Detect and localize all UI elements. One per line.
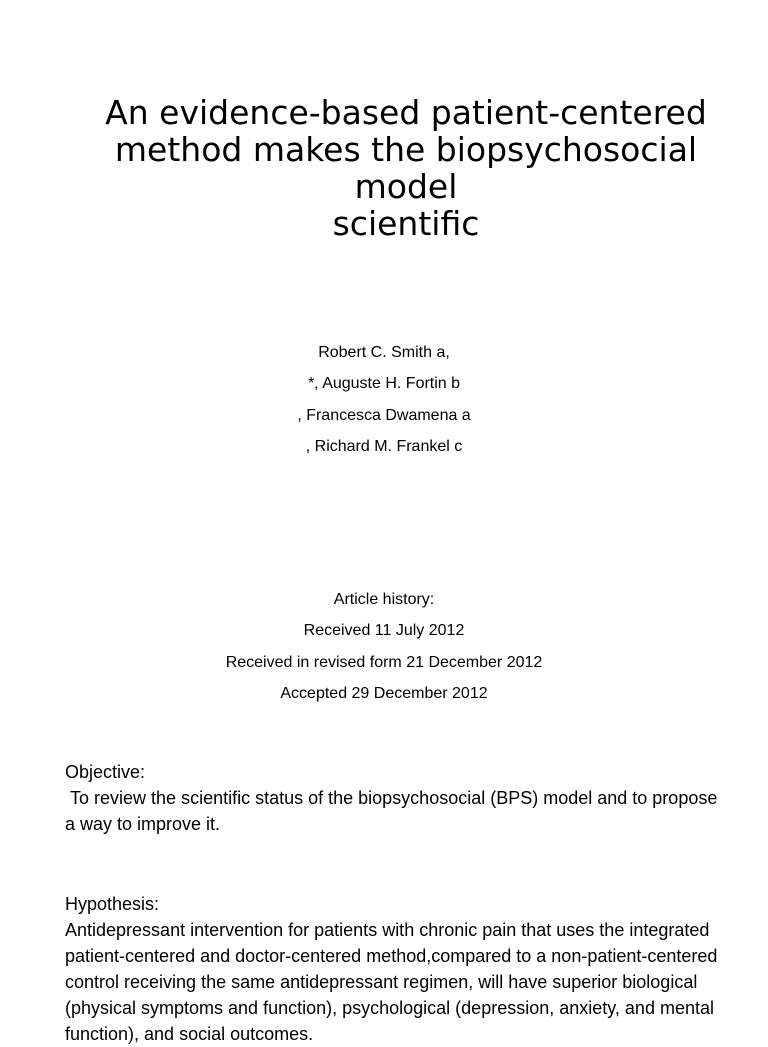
objective-section: [65, 759, 725, 837]
objective-heading: Objective:: [65, 762, 146, 782]
author-name: , Francesca Dwamena a: [297, 406, 471, 424]
revised-date: Received in revised form 21 December 2012: [225, 653, 543, 671]
received-date: Received 11 July 2012: [303, 622, 465, 640]
accepted-date: Accepted 29 December 2012: [280, 684, 488, 702]
title-line: scientific: [332, 204, 480, 243]
history-heading: Article history:: [333, 591, 435, 608]
title-line: An evidence-based patient-centered: [105, 93, 707, 132]
author-list: [0, 342, 768, 467]
document-title: [40, 94, 768, 242]
author-name: , Richard M. Frankel c: [305, 437, 463, 455]
hypothesis-heading: Hypothesis:: [65, 894, 160, 914]
title-line: model: [354, 167, 458, 206]
author-name: *, Auguste H. Fortin b: [307, 375, 461, 393]
title-line: method makes the biopsychosocial: [114, 130, 698, 169]
article-history: [0, 589, 768, 714]
objective-text: To review the scientific status of the biopsychosocial (BPS) model and to propose a way to improve it.: [65, 788, 723, 834]
hypothesis-text: Antidepressant intervention for patients with chronic pain that uses the integrated patient-centered and doctor-centered method,compared to a non-patient-centered control receiving the same antidepressant regimen, will have superior biological (physical symptoms and function), psychological (depression, anxiety, and mental function), and social outcomes.: [65, 920, 718, 1044]
author-name: Robert C. Smith a,: [318, 344, 450, 361]
